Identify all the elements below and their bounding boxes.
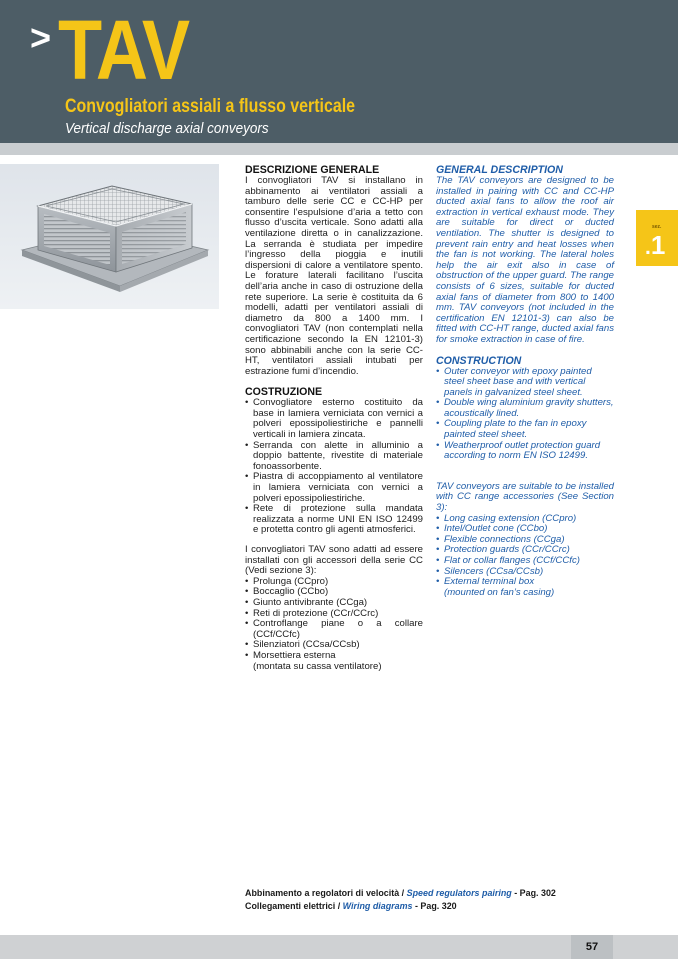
list-item: • Rete di protezione sulla mandata realizzata a norme UNI EN ISO 12499 e protetta contro gli agenti atmosferici. [245,504,423,536]
product-photo [0,164,219,309]
ref-label-en: Speed regulators pairing [406,888,512,899]
construction-heading-it: COSTRUZIONE [245,386,323,399]
list-item: • Convogliatore esterno costituito da base in lamiera verniciata con vernici a polveri epossipoliestiriche e pannelli verticali in lamiera zincata. [245,398,423,440]
section-tab-dot: . [645,236,651,259]
list-item: • Coupling plate to the fan in epoxy painted steel sheet. [436,419,614,440]
list-item: • Controflange piane o a collare (CCf/CCfc) [245,619,423,640]
list-item: • Outer conveyor with epoxy painted steel sheet base and with vertical panels in galvanized steel sheet. [436,367,614,399]
list-item: • Piastra di accoppiamento al ventilatore in lamiera verniciata con vernici a polveri epossipoliestiriche. [245,472,423,504]
section-tab-label: sez. [652,224,662,230]
wiring-diagrams-ref[interactable] [245,901,556,914]
section-tab-number [645,232,665,258]
list-item: • Morsettiera esterna [245,651,423,662]
construction-list-it [245,398,423,536]
list-item: • Flexible connections (CCga) [436,535,614,546]
list-item: • Long casing extension (CCpro) [436,514,614,525]
list-item: • Boccaglio (CCbo) [245,587,423,598]
list-item: • Prolunga (CCpro) [245,577,423,588]
page-title-english: Vertical discharge axial conveyors [65,120,269,137]
list-item: • External terminal box [436,577,614,588]
product-code: TAV [58,3,190,97]
page-number: 57 [585,941,599,953]
section-number-sr: 1.1 [640,256,642,257]
italian-column [245,164,423,672]
general-description-text-it: I convogliatori TAV si installano in abbinamento ai ventilatori assiali a tamburo delle serie CC e CC-HP per consentire l’espulsione d’aria a tetto con flusso d’uscita verticale. Sono adatti alla ventilazione diretta o in canalizzazione. La serranda è studiata per impedire l’ingresso della pioggia e inutili dispersioni di calore a ventilatore spento. Le forature laterali facilitano l’uscita dell’aria anche in caso di ostruzione della rete superiore. La serie è costituita da 6 modelli, adatti per ventilatori assiali di diametro da 800 a 1400 mm. I convogliatori TAV (non contemplati nella certificazione secondo la EN 12101-3) sono abbinabili anche con la serie CC-HT, ventilatori assiali intubati per estrazione fumi d’incendio. [245,175,423,377]
list-item: • Reti di protezione (CCr/CCrc) [245,609,423,620]
construction-list-en [436,367,614,462]
section-tab-digit: 1 [650,230,666,260]
list-item: • Protection guards (CCr/CCrc) [436,545,614,556]
roof-conveyor-illustration [0,164,219,309]
cross-references [245,888,556,913]
accessories-note-en: (mounted on fan’s casing) [444,586,555,598]
list-item: • Weatherproof outlet protection guard according to norm EN ISO 12499. [436,441,614,462]
general-description-heading-it: DESCRIZIONE GENERALE [245,164,380,176]
ref-label-it: Collegamenti elettrici / [245,900,343,912]
list-item: • Silencers (CCsa/CCsb) [436,567,614,578]
list-item: • Serranda con alette in alluminio a doppio battente, rivestite di materiale fonoassorbente. [245,441,423,473]
accessories-intro-en: TAV conveyors are suitable to be installed with CC range accessories (See Section 3): [436,480,614,514]
chevron-icon: > [30,17,52,58]
ref-label-en: Wiring diagrams [342,900,413,912]
speed-regulators-ref[interactable] [245,888,556,901]
accessories-list-it [245,577,423,662]
ref-page: - Pag. 320 [412,900,457,912]
list-item: • Intel/Outlet cone (CCbo) [436,524,614,535]
header-divider-strip [0,143,678,155]
english-column [436,164,614,598]
construction-heading-en: CONSTRUCTION [436,354,522,367]
list-item: • Giunto antivibrante (CCga) [245,598,423,609]
ref-page: - Pag. 302 [511,888,556,899]
list-item: • Silenziatori (CCsa/CCsb) [245,640,423,651]
list-item: • Double wing aluminium gravity shutters, acoustically lined. [436,398,614,419]
accessories-intro-it: I convogliatori TAV sono adatti ad essere installati con gli accessori della serie CC (Vedi sezione 3): [245,544,423,577]
accessories-list-en [436,514,614,588]
general-description-text-en: The TAV conveyors are designed to be installed in pairing with CC and CC-HP ducted axial fans to allow the roof air extraction in vertical exhaust mode. They are suitable for direct or ducted ventilation. The shutter is designed to prevent rain entry and heat losses when the fan is not working. The lateral holes help the air exit also in case of obstruction of the upper guard. The range consists of 6 sizes, suitable for ducted axial fans of diameter from 800 to 1400 mm. TAV conveyors (not included in the certification EN 12101-3) can also be fitted with CC-HT range, ducted axial fans for smoke extraction in case of fire. [436,175,614,345]
page-title-italian: Convogliatori assiali a flusso verticale [65,96,356,117]
general-description-heading-en: GENERAL DESCRIPTION [436,164,563,176]
list-item: • Flat or collar flanges (CCf/CCfc) [436,556,614,567]
accessories-note-it: (montata su cassa ventilatore) [253,660,382,672]
ref-label-it: Abbinamento a regolatori di velocità / [245,888,407,899]
